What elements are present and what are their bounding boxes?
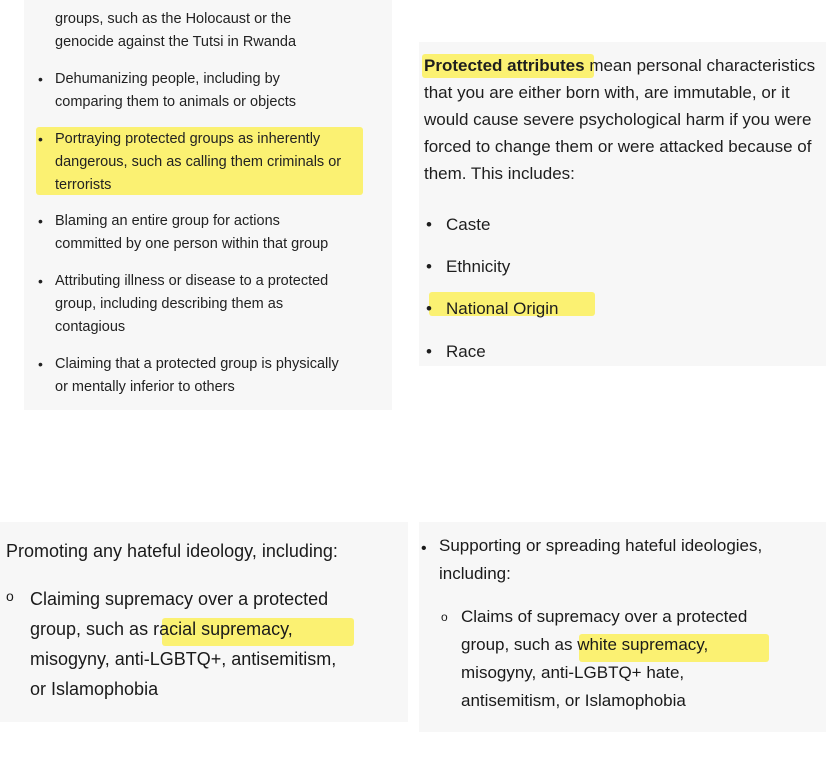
list-item-text: Supporting or spreading hateful ideologies, including: [439, 536, 763, 583]
sub-item-text-part: misogyny, anti-LGBTQ+ hate, antisemitism, or Islamophobia [461, 663, 686, 710]
bullet-icon: • [38, 131, 43, 147]
list-item-text: groups, such as the Holocaust or the genocide against the Tutsi in Rwanda [55, 11, 297, 50]
attribute-label: Ethnicity [446, 257, 511, 276]
sub-bullet-icon: o [6, 588, 14, 604]
list-item-text: Attributing illness or disease to a protected group, including describing them as contagious [55, 273, 329, 335]
defined-term: Protected attributes [424, 56, 585, 75]
bullet-icon: • [426, 215, 432, 234]
bullet-icon: • [426, 342, 432, 361]
attribute-label: National Origin [446, 299, 559, 318]
highlighted-phrase: white supremacy, [577, 635, 709, 654]
definition-text: mean personal characteristics that you are either born with, are immutable, or it would cause severe psychological harm if you were forced to change them or were attacked because of them. This includes: [424, 56, 816, 183]
bullet-icon: • [38, 273, 43, 289]
bullet-icon: • [38, 213, 43, 229]
sub-item-text [30, 584, 400, 704]
attribute-label: Caste [446, 215, 491, 234]
section-heading: Promoting any hateful ideology, including: [6, 541, 338, 561]
protected-attributes-panel [419, 42, 826, 366]
bullet-icon: • [426, 257, 432, 276]
list-item-text: Claiming that a protected group is physically or mentally inferior to others [55, 356, 339, 395]
ideology-panel-right [419, 522, 826, 732]
list-item-text: Portraying protected groups as inherently dangerous, such as calling them criminals or terrorists [55, 131, 342, 193]
bullet-icon: • [38, 356, 43, 372]
sub-item-text-part: Claims of supremacy over a protected group, such as [461, 607, 748, 654]
attribute-label: Race [446, 342, 486, 361]
hate-examples-panel [24, 0, 392, 410]
bullet-icon: • [426, 299, 432, 318]
sub-item-text [461, 603, 821, 715]
list-item-text: Blaming an entire group for actions committed by one person within that group [55, 213, 329, 252]
definition-paragraph [424, 52, 824, 187]
highlighted-phrase: racial supremacy, [153, 619, 293, 639]
sub-bullet-icon: o [441, 610, 448, 624]
bullet-icon: • [421, 540, 427, 557]
ideology-panel-left [0, 522, 408, 722]
bullet-icon: • [38, 71, 43, 87]
sub-item-text-part: Claiming supremacy over a protected group, such as [30, 589, 329, 639]
sub-item-text-part: misogyny, anti-LGBTQ+, antisemitism, or Islamophobia [30, 649, 337, 699]
list-item-text: Dehumanizing people, including by comparing them to animals or objects [55, 71, 296, 110]
